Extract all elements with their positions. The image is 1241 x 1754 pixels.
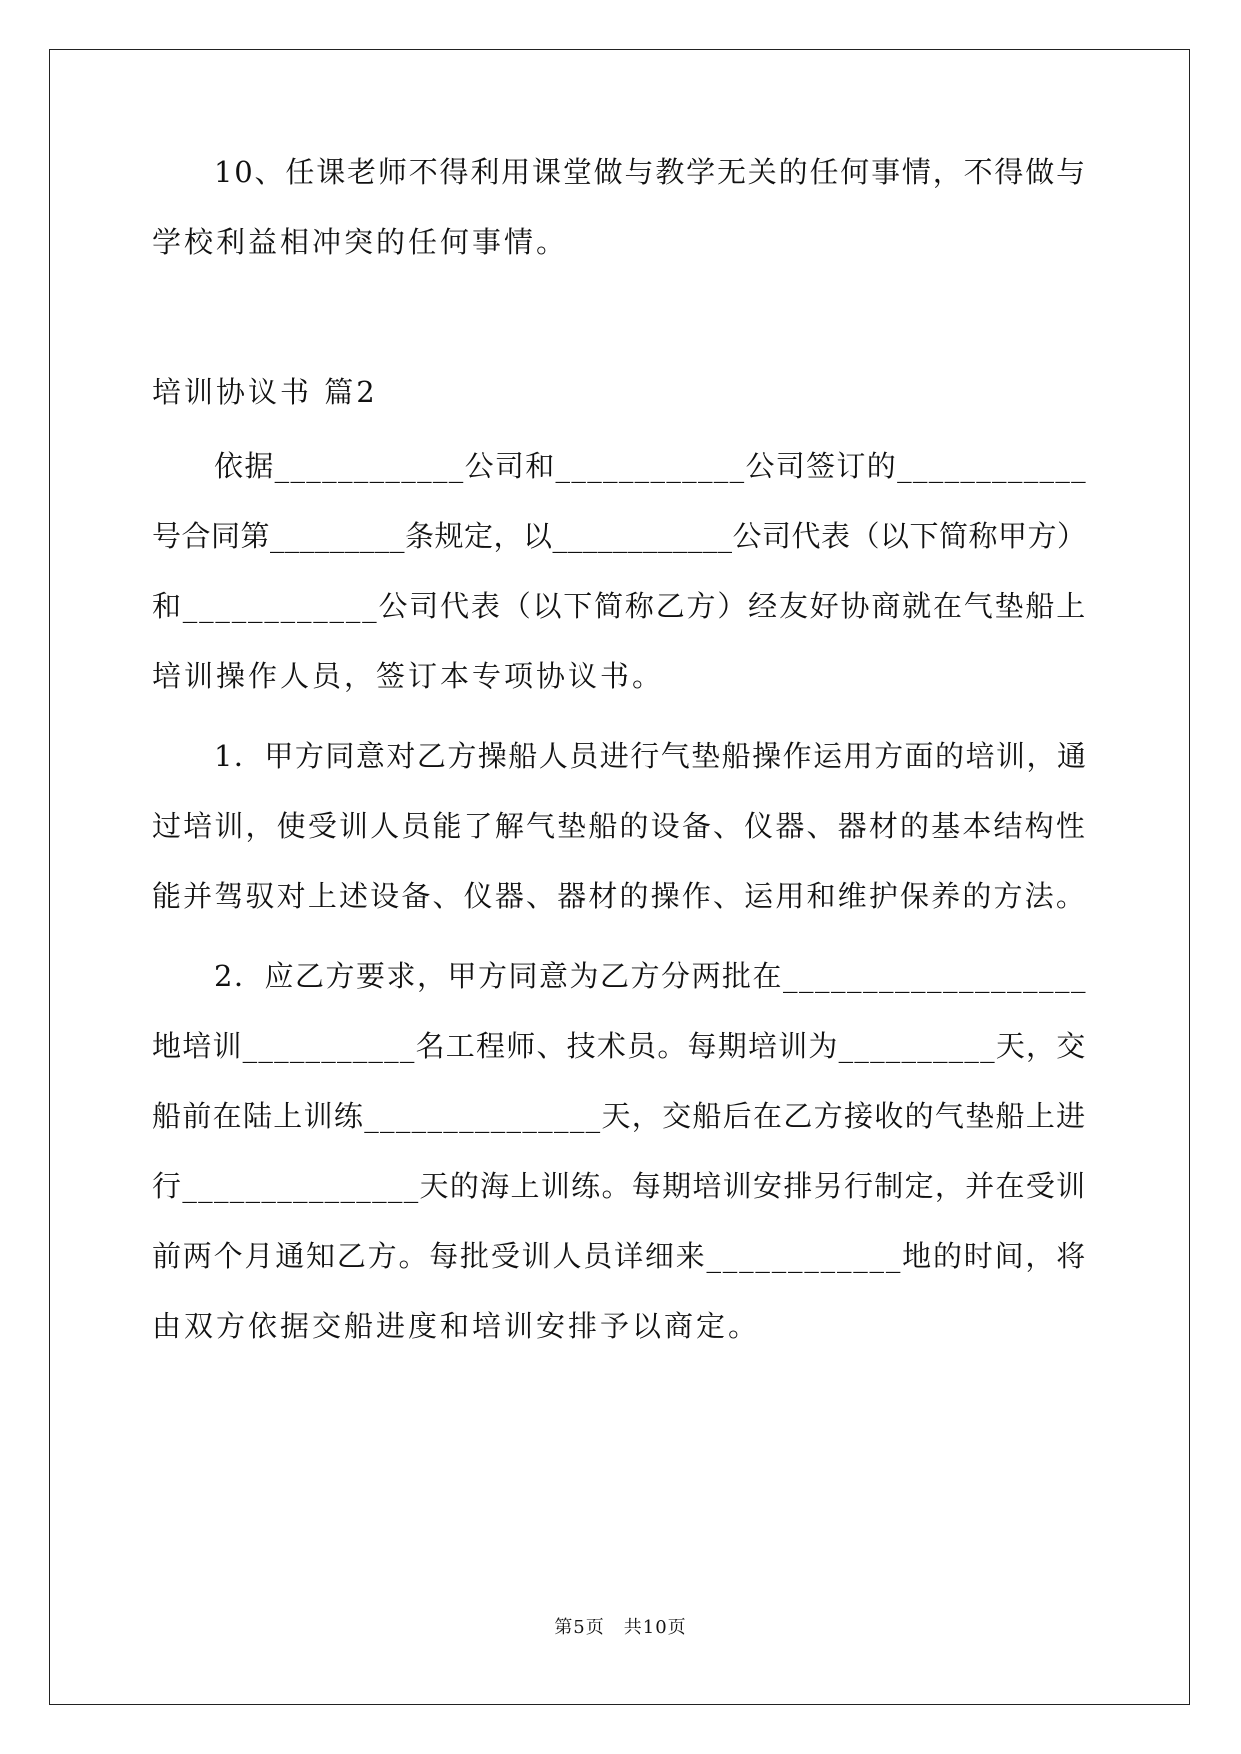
- page-footer: 第5页 共10页: [554, 1617, 687, 1638]
- paragraph-4-line-5: 前两个月通知乙方。每批受训人员详细来____________地的时间，将: [152, 1239, 1088, 1273]
- paragraph-2-line-2: 号合同第_________条规定，以____________公司代表（以下简称甲方）: [152, 519, 1087, 553]
- paragraph-4-line-1: 2．应乙方要求，甲方同意为乙方分两批在___________________: [214, 959, 1087, 993]
- paragraph-3-line-3: 能并驾驭对上述设备、仪器、器材的操作、运用和维护保养的方法。: [152, 879, 1088, 913]
- paragraph-2-line-3: 和____________公司代表（以下简称乙方）经友好协商就在气垫船上: [152, 589, 1088, 623]
- paragraph-3-line-1: 1．甲方同意对乙方操船人员进行气垫船操作运用方面的培训，通: [214, 739, 1088, 773]
- paragraph-1-line-2: 学校利益相冲突的任何事情。: [152, 225, 569, 259]
- paragraph-4-line-3: 船前在陆上训练_______________天，交船后在乙方接收的气垫船上进: [152, 1099, 1087, 1133]
- paragraph-4-line-6: 由双方依据交船进度和培训安排予以商定。: [152, 1309, 761, 1343]
- paragraph-2-line-4: 培训操作人员，签订本专项协议书。: [152, 659, 665, 693]
- paragraph-4-line-4: 行_______________天的海上训练。每期培训安排另行制定，并在受训: [152, 1169, 1087, 1203]
- paragraph-2-line-1: 依据____________公司和____________公司签订的____________: [214, 449, 1088, 483]
- section-title: 培训协议书 篇2: [152, 375, 378, 409]
- paragraph-3-line-2: 过培训，使受训人员能了解气垫船的设备、仪器、器材的基本结构性: [152, 809, 1088, 843]
- paragraph-4-line-2: 地培训___________名工程师、技术员。每期培训为__________天，交: [152, 1029, 1087, 1063]
- paragraph-1-line-1: 10、任课老师不得利用课堂做与教学无关的任何事情，不得做与: [214, 155, 1087, 189]
